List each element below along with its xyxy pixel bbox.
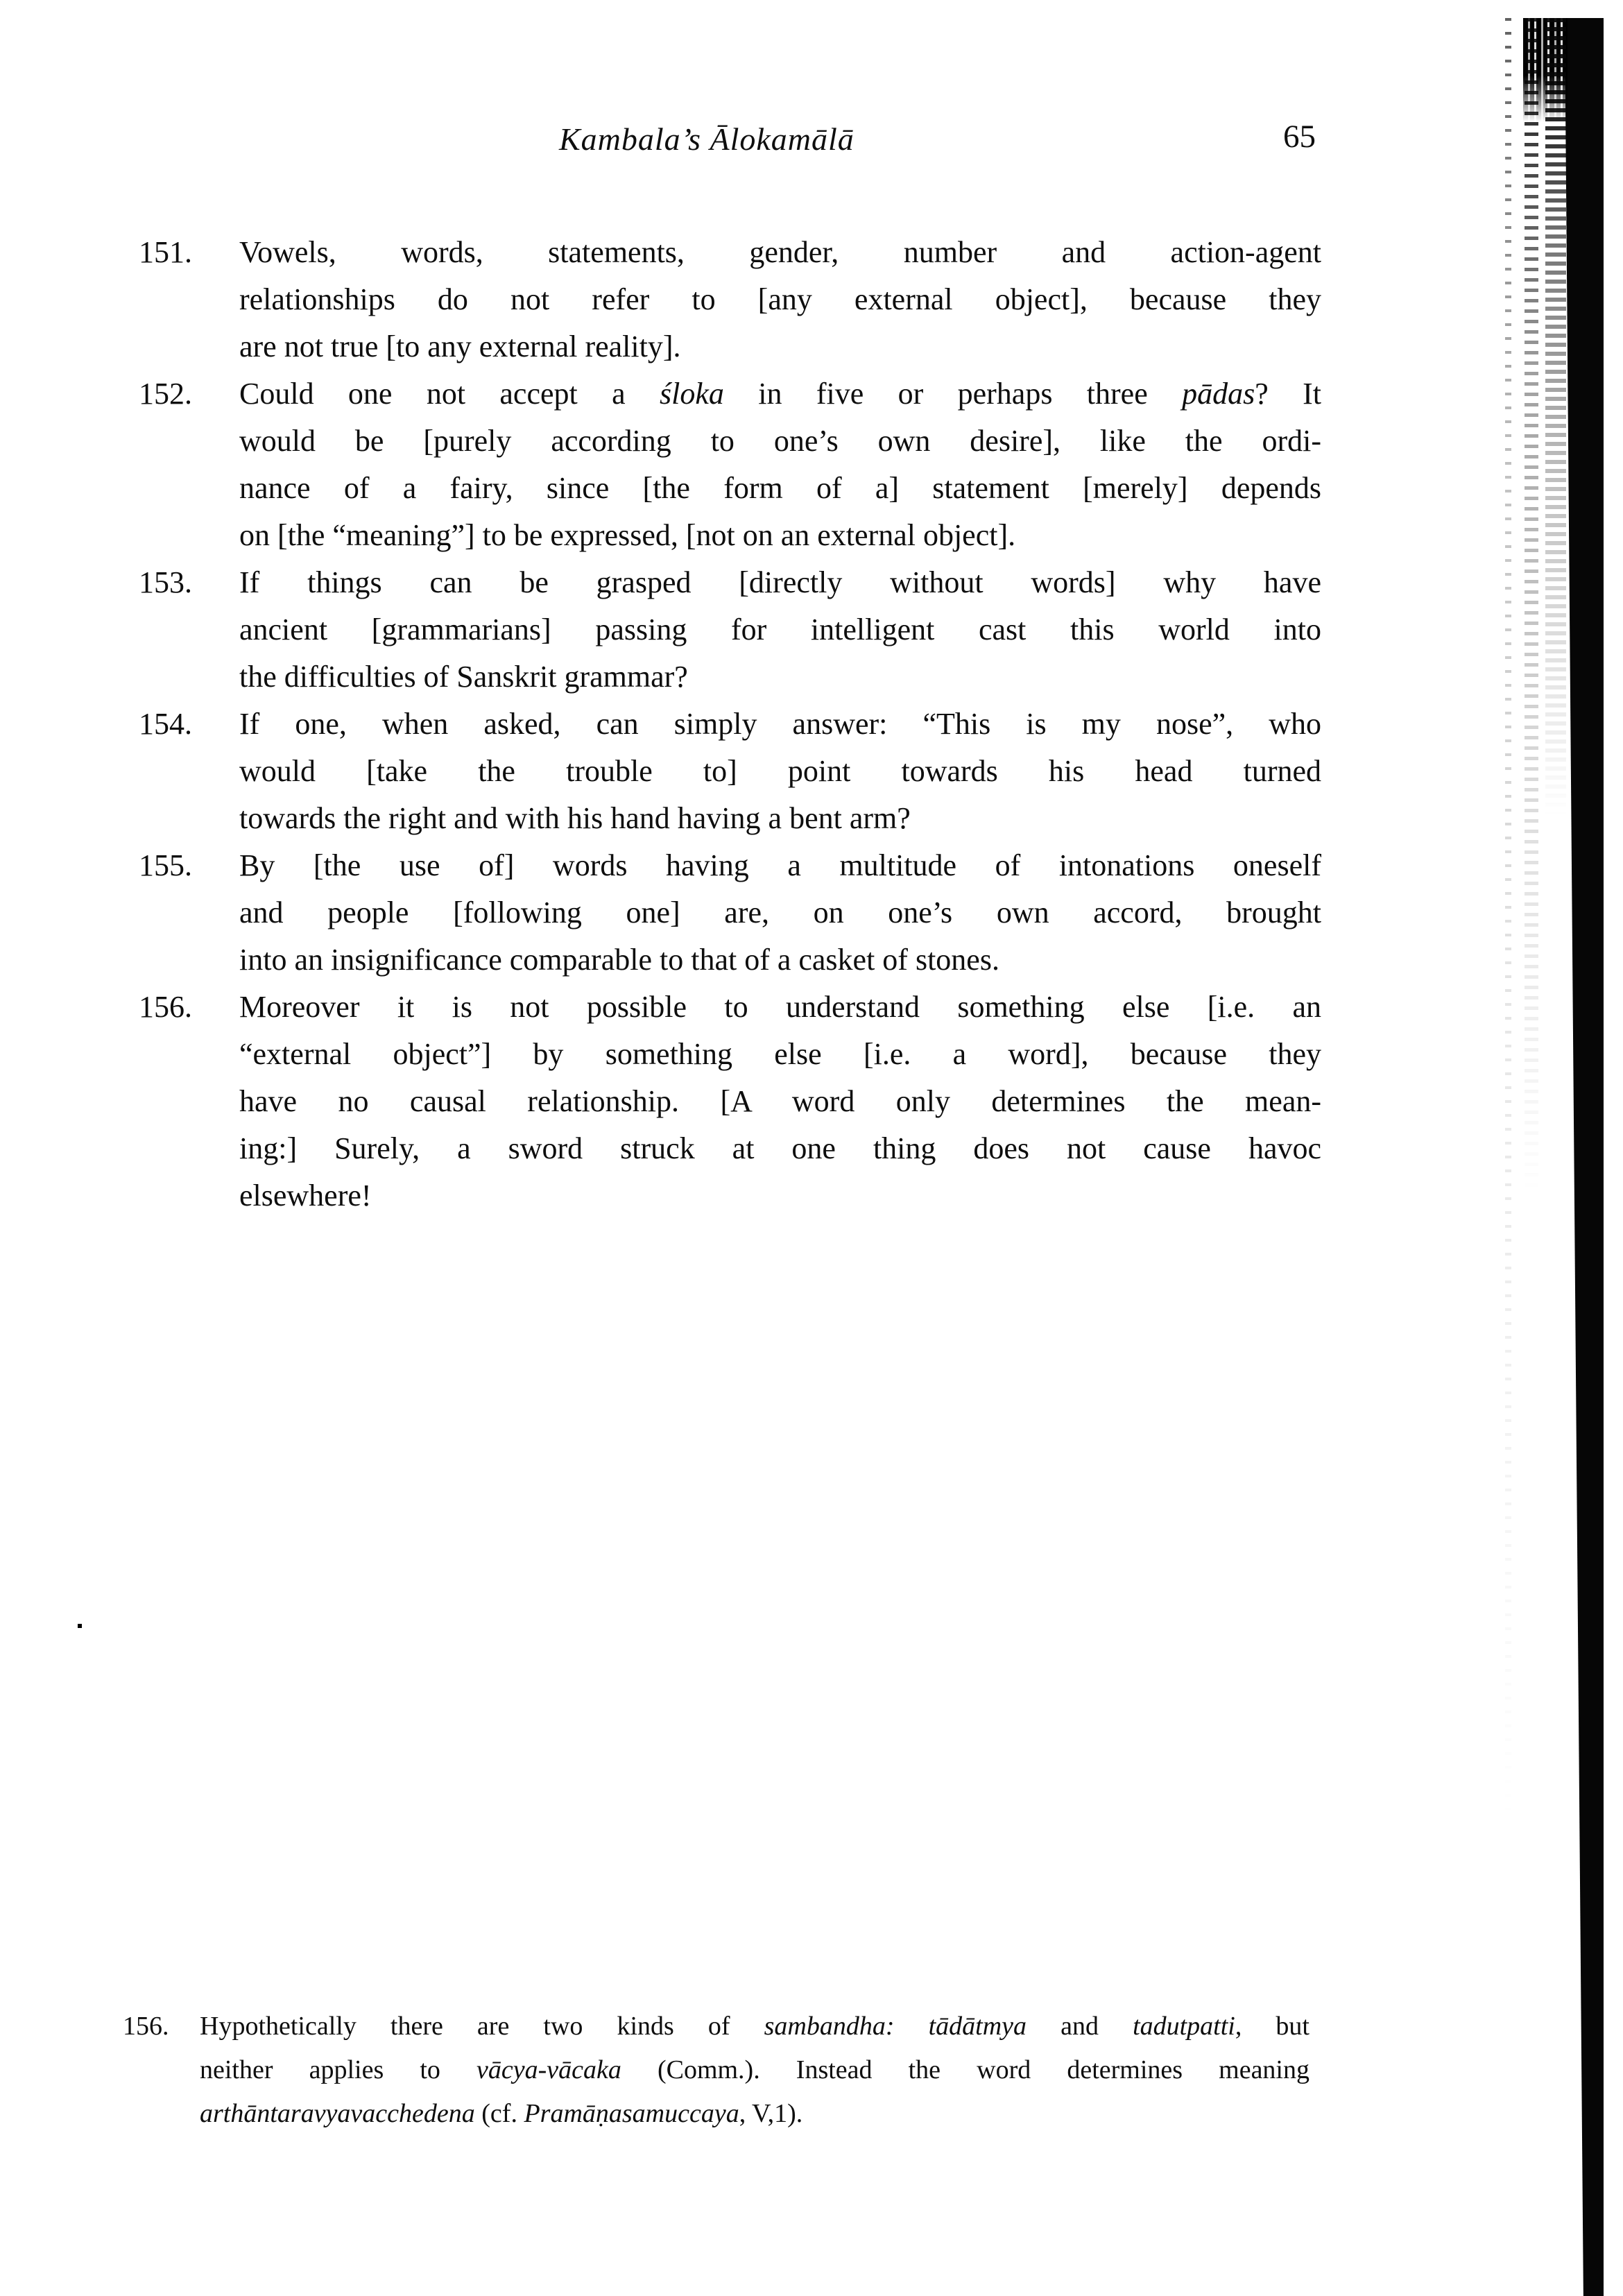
verse-list — [139, 229, 1321, 1219]
verse-number: 155. — [139, 848, 192, 882]
verse-number: 154. — [139, 707, 192, 741]
verse-text — [239, 370, 1321, 559]
text-line — [239, 1031, 1321, 1078]
text-line — [239, 842, 1321, 889]
text-line — [239, 465, 1321, 512]
text-run: ancient [grammarians] passing for intelligent cast this world into — [239, 612, 1321, 646]
text-line — [239, 1172, 1321, 1219]
text-run: (Comm.). Instead the word determines meaning — [621, 2055, 1309, 2084]
text-line — [200, 2005, 1309, 2048]
italic-term: tādātmya — [928, 2012, 1027, 2041]
scan-speck — [78, 1624, 82, 1628]
text-run: have no causal relationship. [A word only determines the mean- — [239, 1084, 1321, 1118]
page-number: 65 — [1283, 119, 1316, 155]
text-run: towards the right and with his hand having a bent arm? — [239, 801, 911, 835]
verse-paragraph — [139, 229, 1321, 370]
text-run — [895, 2012, 929, 2041]
verse-number: 151. — [139, 235, 192, 269]
italic-term: Pramāṇasamuccaya — [524, 2099, 739, 2128]
text-line — [239, 748, 1321, 795]
text-line — [239, 936, 1321, 984]
italic-term: vācya-vācaka — [476, 2055, 621, 2084]
verse-paragraph — [139, 842, 1321, 984]
verse-number: 153. — [139, 565, 192, 599]
italic-term: pādas — [1182, 377, 1255, 411]
verse-text — [239, 701, 1321, 842]
text-line — [200, 2048, 1309, 2092]
text-run: on [the “meaning”] to be expressed, [not on an external object]. — [239, 518, 1016, 552]
scan-noise-streak — [1525, 18, 1538, 1197]
text-run: , but — [1235, 2012, 1309, 2041]
italic-term: sambandha: — [764, 2012, 895, 2041]
text-line — [239, 701, 1321, 748]
verse-number: 156. — [139, 990, 192, 1024]
text-run: in five or perhaps three — [723, 377, 1183, 411]
text-line — [239, 559, 1321, 606]
scan-noise-streak — [1545, 18, 1566, 816]
verse-paragraph — [139, 984, 1321, 1219]
verse-text — [239, 842, 1321, 984]
text-line — [239, 1078, 1321, 1125]
text-run: the difficulties of Sanskrit grammar? — [239, 660, 688, 694]
text-line — [239, 229, 1321, 276]
text-run: are not true [to any external reality]. — [239, 329, 681, 363]
text-run: nance of a fairy, since [the form of a] statement [merely] depends — [239, 471, 1321, 505]
text-line — [239, 984, 1321, 1031]
scan-binding-bar — [1565, 18, 1604, 2296]
text-run: ing:] Surely, a sword struck at one thing does not cause havoc — [239, 1131, 1321, 1165]
footnote-text — [200, 2005, 1309, 2136]
text-run: Hypothetically there are two kinds of — [200, 2012, 764, 2041]
text-line — [239, 323, 1321, 370]
text-run: “external object”] by something else [i.e. a word], because they — [239, 1037, 1321, 1071]
text-line — [239, 370, 1321, 418]
text-run: Moreover it is not possible to understand something else [i.e. an — [239, 990, 1321, 1024]
verse-text — [239, 229, 1321, 370]
footnote — [123, 2005, 1309, 2136]
text-line — [239, 276, 1321, 323]
verse-paragraph — [139, 559, 1321, 701]
text-run: neither applies to — [200, 2055, 476, 2084]
text-run: Vowels, words, statements, gender, number and action-agent — [239, 235, 1321, 269]
italic-term: arthāntaravyavacchedena — [200, 2099, 475, 2128]
text-run: into an insignificance comparable to that of a casket of stones. — [239, 943, 999, 977]
verse-paragraph — [139, 370, 1321, 559]
text-line — [239, 606, 1321, 653]
text-run: Could one not accept a — [239, 377, 660, 411]
text-run: By [the use of] words having a multitude of intonations oneself — [239, 848, 1321, 882]
scan-noise-streak — [1505, 18, 1511, 1822]
text-run: elsewhere! — [239, 1179, 372, 1213]
text-run: ? It — [1255, 377, 1321, 411]
verse-text — [239, 559, 1321, 701]
text-line — [239, 512, 1321, 559]
text-line — [239, 418, 1321, 465]
text-line — [239, 795, 1321, 842]
text-line — [239, 1125, 1321, 1172]
text-run: relationships do not refer to [any external object], because they — [239, 282, 1321, 316]
footnote-number: 156. — [123, 2012, 169, 2041]
text-run: would be [purely according to one’s own desire], like the ordi- — [239, 424, 1321, 458]
text-run: If one, when asked, can simply answer: “This is my nose”, who — [239, 707, 1321, 741]
text-run: (cf. — [474, 2099, 524, 2128]
verse-paragraph — [139, 701, 1321, 842]
verse-text — [239, 984, 1321, 1219]
text-run: and people [following one] are, on one’s own accord, brought — [239, 896, 1321, 929]
text-run: and — [1027, 2012, 1133, 2041]
text-run: would [take the trouble to] point towards his head turned — [239, 754, 1321, 788]
verse-number: 152. — [139, 377, 192, 411]
text-line — [239, 653, 1321, 701]
italic-term: tadutpatti — [1133, 2012, 1235, 2041]
text-line — [200, 2092, 1309, 2136]
italic-term: śloka — [660, 377, 724, 411]
text-line — [239, 889, 1321, 936]
text-run: , V,1). — [739, 2099, 803, 2128]
text-run: If things can be grasped [directly without words] why have — [239, 565, 1321, 599]
running-header-title: Kambala’s Ālokamālā — [559, 121, 855, 157]
